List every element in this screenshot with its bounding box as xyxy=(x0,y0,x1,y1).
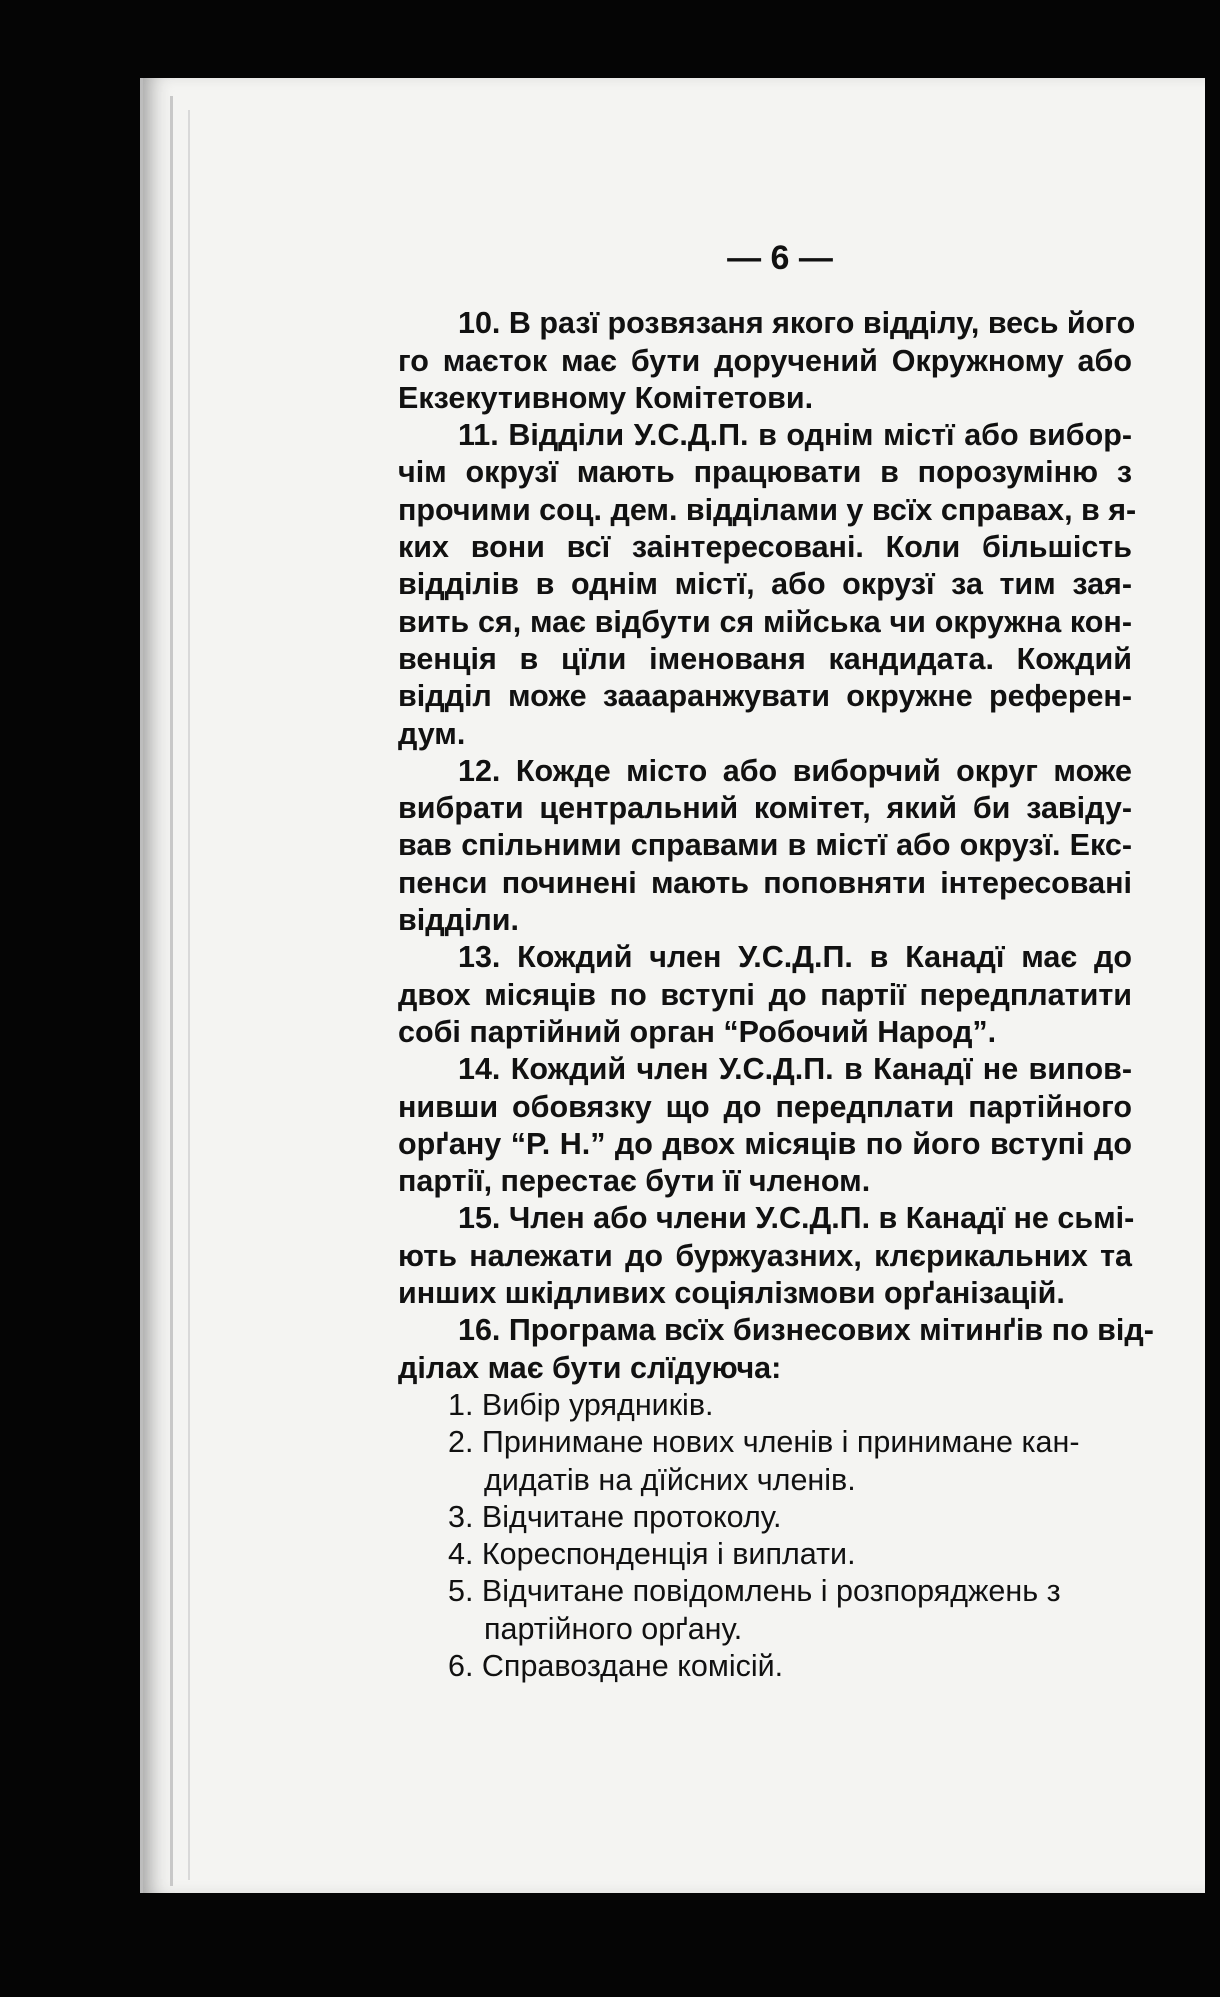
text-line: 12. Кожде мiсто або виборчий округ може xyxy=(458,753,1132,788)
text-line: вiддiлiв в однiм мiстї, або окрузї за тим зая- xyxy=(398,567,1132,602)
text-line: 10. В разї розвязаня якого вiддiлу, весь його xyxy=(458,306,1136,341)
text-line: нивши обовязку що до передплати партiйного xyxy=(398,1089,1132,1124)
text-line: собi партiйний орган “Робочий Народ”. xyxy=(398,1014,997,1049)
list-item-continuation: дидатiв на дїйсних членiв. xyxy=(484,1462,856,1497)
text-line: го маєток має бути доручений Окружному або xyxy=(398,343,1132,378)
text-line: вiддiли. xyxy=(398,903,520,938)
text-line: дiлах має бути слїдуюча: xyxy=(398,1350,782,1385)
section-12 xyxy=(398,753,1132,939)
text-line: чiм окрузї мають працювати в порозумiню з xyxy=(398,455,1132,490)
section-11 xyxy=(398,417,1137,753)
list-item: 2. Принимане нових членiв i принимане кан- xyxy=(448,1425,1080,1460)
page-edge-line xyxy=(170,96,173,1886)
text-line: дум. xyxy=(398,716,466,751)
text-line: 14. Кождий член У.С.Д.П. в Канадї не випов- xyxy=(458,1052,1132,1087)
page-number: — 6 — xyxy=(727,239,833,277)
text-line: вибрати центральний комiтет, який би завiду- xyxy=(398,791,1132,826)
text-line: венцiя в цїли iменованя кандидата. Кождий xyxy=(398,641,1132,676)
text-line: вiддiл може заааранжувати окружне референ- xyxy=(398,679,1132,714)
list-item: 6. Справоздане комiсiй. xyxy=(448,1648,784,1683)
text-line: ють належати до буржуазних, клєрикальних та xyxy=(398,1238,1132,1273)
text-line: орґану “Р. Н.” до двох мiсяцiв по його вступi до xyxy=(398,1126,1132,1161)
agenda-list xyxy=(398,1387,1132,1685)
text-line: прочими соц. дем. вiддiлами у всїх справах, в я- xyxy=(398,492,1137,527)
text-line: ких вони всї заiнтересованi. Коли бiльшiсть xyxy=(398,530,1132,565)
section-16 xyxy=(398,1312,1154,1387)
page-text xyxy=(398,239,1154,1685)
section-13 xyxy=(398,939,1132,1051)
text-line: 15. Член або члени У.С.Д.П. в Канадї не сьмi- xyxy=(458,1201,1135,1236)
text-line: Екзекутивному Комiтетови. xyxy=(398,380,814,415)
text-line: 16. Програма всїх бизнесових мiтинґiв по вiд- xyxy=(458,1313,1154,1348)
list-item: 4. Кореспонденцiя i виплати. xyxy=(448,1537,856,1572)
list-item: 3. Вiдчитане протоколу. xyxy=(448,1499,782,1534)
text-line: двох мiсяцiв по вступi до партiї передплатити xyxy=(398,977,1132,1012)
list-item-continuation: партiйного орґану. xyxy=(484,1611,743,1646)
list-item: 5. Вiдчитане повiдомлень i розпоряджень з xyxy=(448,1574,1061,1609)
section-15 xyxy=(398,1200,1135,1312)
text-line: пенси починенi мають поповняти iнтересованi xyxy=(398,865,1132,900)
page-edge-line xyxy=(188,110,190,1880)
section-14 xyxy=(398,1051,1132,1200)
text-line: 13. Кождий член У.С.Д.П. в Канадї має до xyxy=(458,940,1132,975)
list-item: 1. Вибiр урядникiв. xyxy=(448,1387,714,1422)
text-line: инших шкiдливих соцiялiзмови орґанiзацiй. xyxy=(398,1276,1065,1311)
text-line: партiї, перестає бути її членом. xyxy=(398,1164,871,1199)
text-line: вав спiльними справами в мiстї або окрузї. Екс- xyxy=(398,828,1132,863)
text-line: вить ся, має вiдбути ся мiйська чи окружна кон- xyxy=(398,604,1132,639)
text-line: 11. Вiддiли У.С.Д.П. в однiм мiстї або вибор- xyxy=(458,418,1132,453)
section-10 xyxy=(398,305,1136,417)
